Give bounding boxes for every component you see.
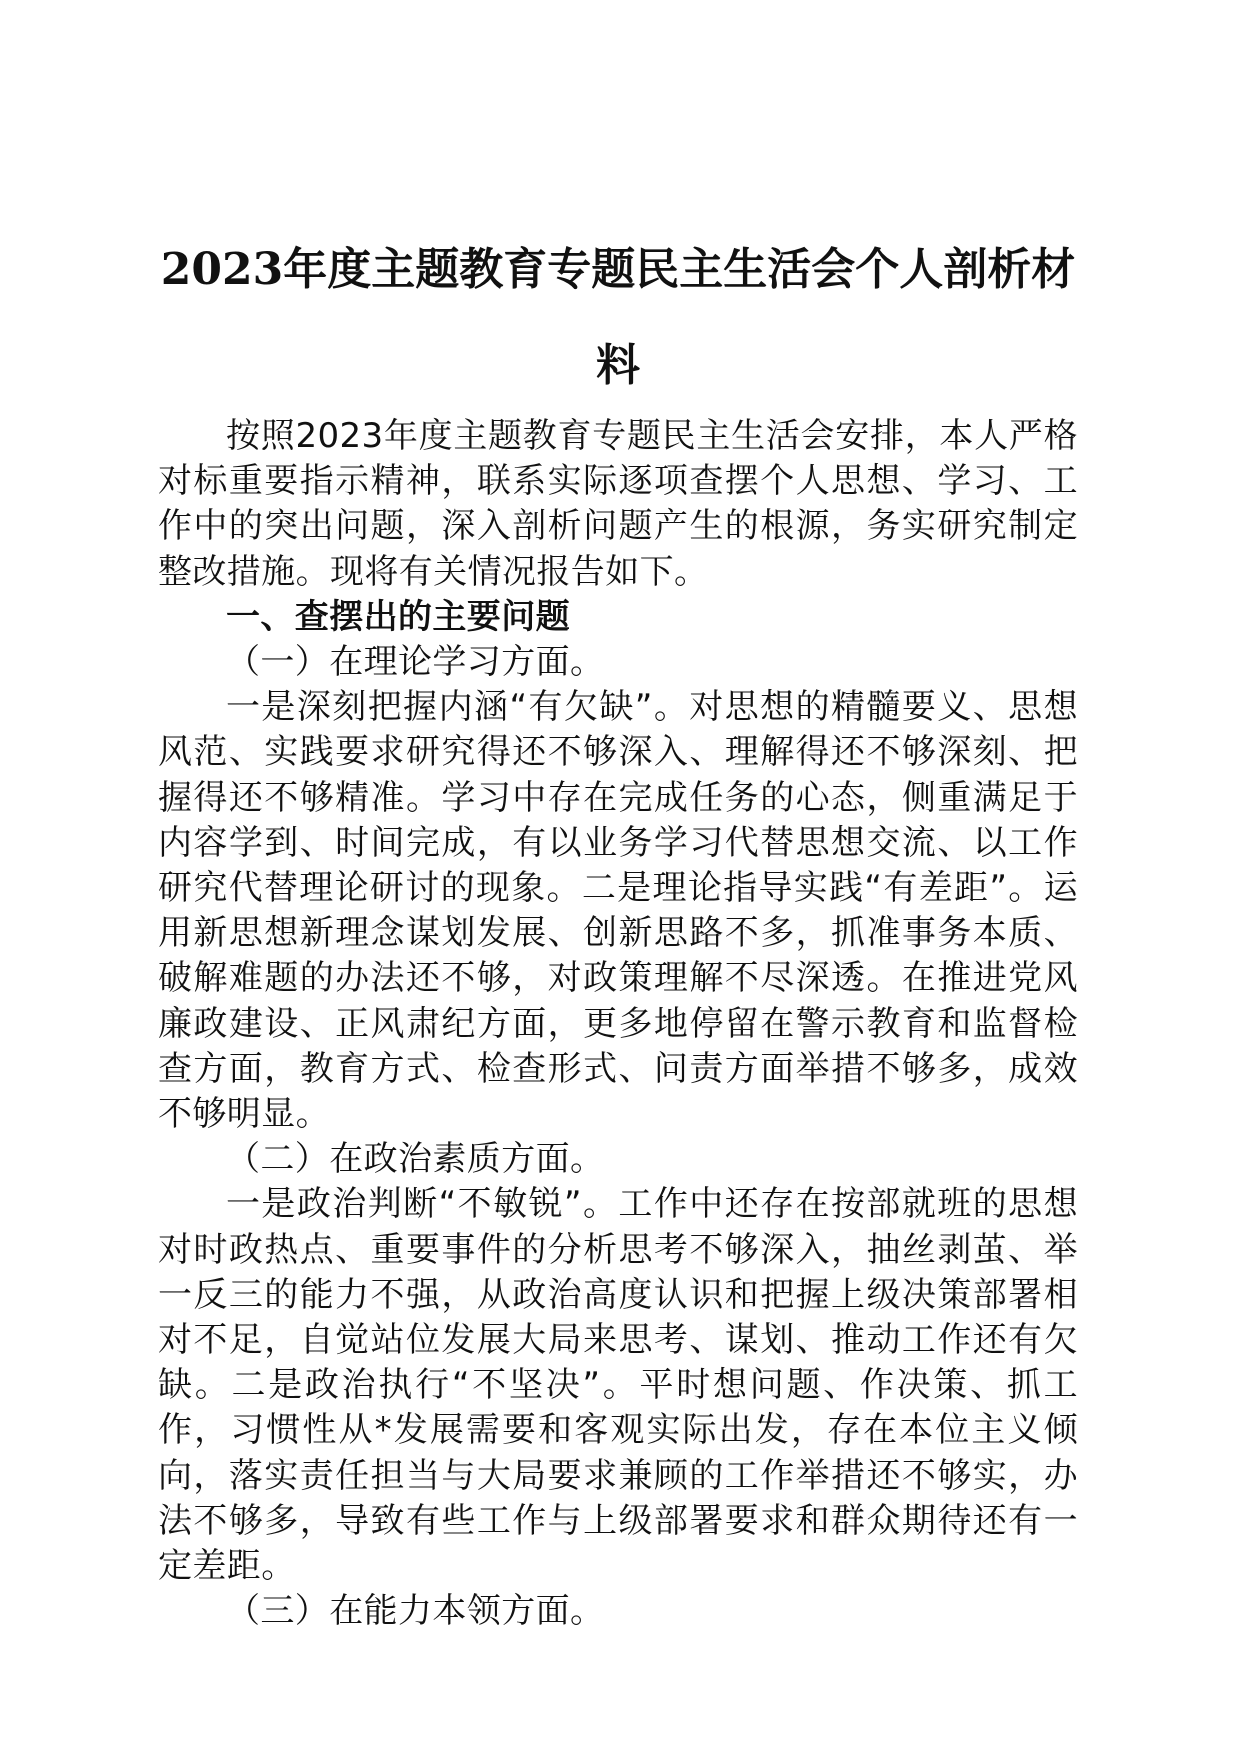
subsection-heading-2: （二）在政治素质方面。 [226,1139,605,1180]
section-heading-1: 一、查摆出的主要问题 [226,596,570,637]
document-body [158,222,1078,1634]
subsection-body-2: 一是政治判断“不敏锐”。工作中还存在按部就班的思想对时政热点、重要事件的分析思考不够深入，抽丝剥茧、举一反三的能力不强，从政治高度认识和把握上级决策部署相对不足，自觉站位发展大局来思考、谋划、推动工作还有欠缺。二是政治执行“不坚决”。平时想问题、作决策、抓工作，习惯性从*发展需要和客观实际出发，存在本位主义倾向，落实责任担当与大局要求兼顾的工作举措还不够实，办法不够多，导致有些工作与上级部署要求和群众期待还有一定差距。 [158,1184,1078,1587]
subsection-heading-1: （一）在理论学习方面。 [226,642,605,683]
subsection-body-1: 一是深刻把握内涵“有欠缺”。对思想的精髓要义、思想风范、实践要求研究得还不够深入、理解得还不够深刻、把握得还不够精准。学习中存在完成任务的心态，侧重满足于内容学到、时间完成，有以业务学习代替思想交流、以工作研究代替理论研讨的现象。二是理论指导实践“有差距”。运用新思想新理念谋划发展、创新思路不多，抓准事务本质、破解难题的办法还不够，对政策理解不尽深透。在推进党风廉政建设、正风肃纪方面，更多地停留在警示教育和监督检查方面，教育方式、检查形式、问责方面举措不够多，成效不够明显。 [158,687,1078,1135]
subsection-heading-3: （三）在能力本领方面。 [226,1591,605,1632]
document-title: 2023年度主题教育专题民主生活会个人剖析材料 [160,244,1076,391]
intro-paragraph: 按照2023年度主题教育专题民主生活会安排，本人严格对标重要指示精神，联系实际逐项查摆个人思想、学习、工作中的突出问题，深入剖析问题产生的根源，务实研究制定整改措施。现将有关情况报告如下。 [158,416,1078,592]
